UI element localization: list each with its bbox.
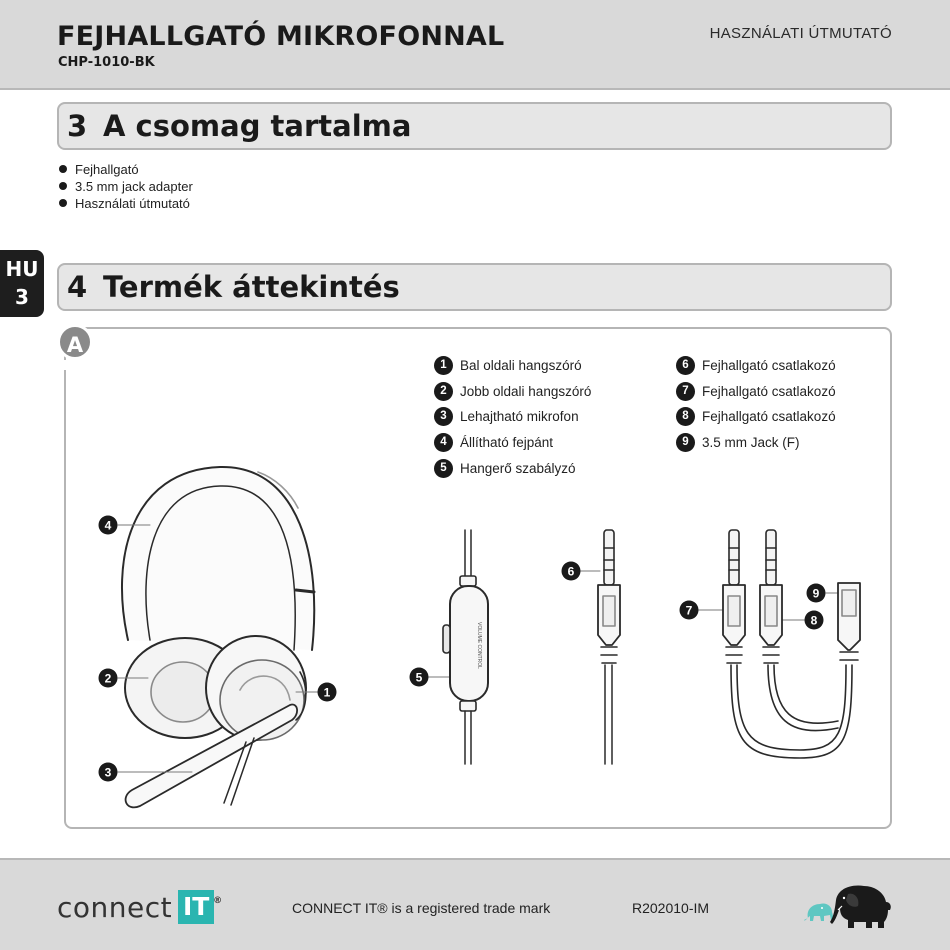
- svg-text:4: 4: [104, 518, 112, 533]
- brand-wordmark: connect: [57, 890, 173, 924]
- svg-text:3: 3: [104, 765, 112, 780]
- legend-number: 1: [434, 356, 453, 375]
- headset-headband: [122, 467, 314, 650]
- callout-6: [562, 562, 581, 581]
- callout-5: [410, 668, 429, 687]
- svg-text:6: 6: [567, 564, 575, 579]
- legend-text: Fejhallgató csatlakozó: [702, 383, 836, 399]
- list-item: Használati útmutató: [58, 195, 193, 212]
- callout-7: [680, 601, 699, 620]
- model-code: CHP-1010-BK: [58, 55, 155, 70]
- elephant-logo-icon: [802, 880, 894, 930]
- legend-text: 3.5 mm Jack (F): [702, 434, 800, 450]
- legend-text: Lehajtható mikrofon: [460, 408, 579, 424]
- legend-number: 7: [676, 382, 695, 401]
- page-footer: [0, 858, 950, 950]
- panel-label-badge: A: [57, 324, 93, 360]
- list-item: Fejhallgató: [58, 161, 193, 178]
- legend-number: 4: [434, 433, 453, 452]
- page-number: 3: [15, 285, 29, 309]
- callout-8: [805, 611, 824, 630]
- section-3-title: A csomag tartalma: [103, 109, 412, 143]
- single-jack-plug: [598, 530, 620, 764]
- callout-1: [318, 683, 337, 702]
- section-4-number: 4: [67, 270, 88, 304]
- svg-text:8: 8: [810, 613, 818, 628]
- document-code: R202010-IM: [632, 900, 710, 916]
- brand-it-text: IT: [182, 892, 210, 921]
- legend-number: 6: [676, 356, 695, 375]
- svg-text:5: 5: [415, 670, 423, 685]
- svg-text:7: 7: [685, 603, 693, 618]
- brand-it-box: [178, 890, 223, 924]
- legend-text: Bal oldali hangszóró: [460, 357, 582, 373]
- svg-text:9: 9: [812, 586, 820, 601]
- trademark-notice: CONNECT IT® is a registered trade mark: [292, 900, 551, 916]
- remote-print-text: VOLUME CONTROL: [476, 622, 482, 669]
- list-item: 3.5 mm jack adapter: [58, 178, 193, 195]
- legend-number: 8: [676, 407, 695, 426]
- callout-4: [99, 516, 118, 535]
- callout-9: [807, 584, 826, 603]
- legend-text: Jobb oldali hangszóró: [460, 383, 592, 399]
- callout-2: [99, 669, 118, 688]
- legend-text: Fejhallgató csatlakozó: [702, 357, 836, 373]
- callout-3: [99, 763, 118, 782]
- brand-registered-mark: ®: [213, 896, 223, 906]
- section-3-number: 3: [67, 109, 88, 143]
- product-title: FEJHALLGATÓ MIKROFONNAL: [57, 21, 505, 52]
- legend-number: 5: [434, 459, 453, 478]
- legend-number: 3: [434, 407, 453, 426]
- y-splitter-adapter: [723, 530, 860, 758]
- section-4-title: Termék áttekintés: [103, 270, 400, 304]
- language-code: HU: [5, 257, 39, 281]
- svg-text:1: 1: [323, 685, 331, 700]
- svg-text:2: 2: [104, 671, 112, 686]
- legend-number: 9: [676, 433, 695, 452]
- brand-logo: [57, 890, 223, 924]
- legend-text: Fejhallgató csatlakozó: [702, 408, 836, 424]
- document-type: HASZNÁLATI ÚTMUTATÓ: [709, 25, 892, 42]
- legend-text: Állítható fejpánt: [460, 434, 554, 450]
- legend-number: 2: [434, 382, 453, 401]
- legend-text: Hangerő szabályzó: [460, 460, 576, 476]
